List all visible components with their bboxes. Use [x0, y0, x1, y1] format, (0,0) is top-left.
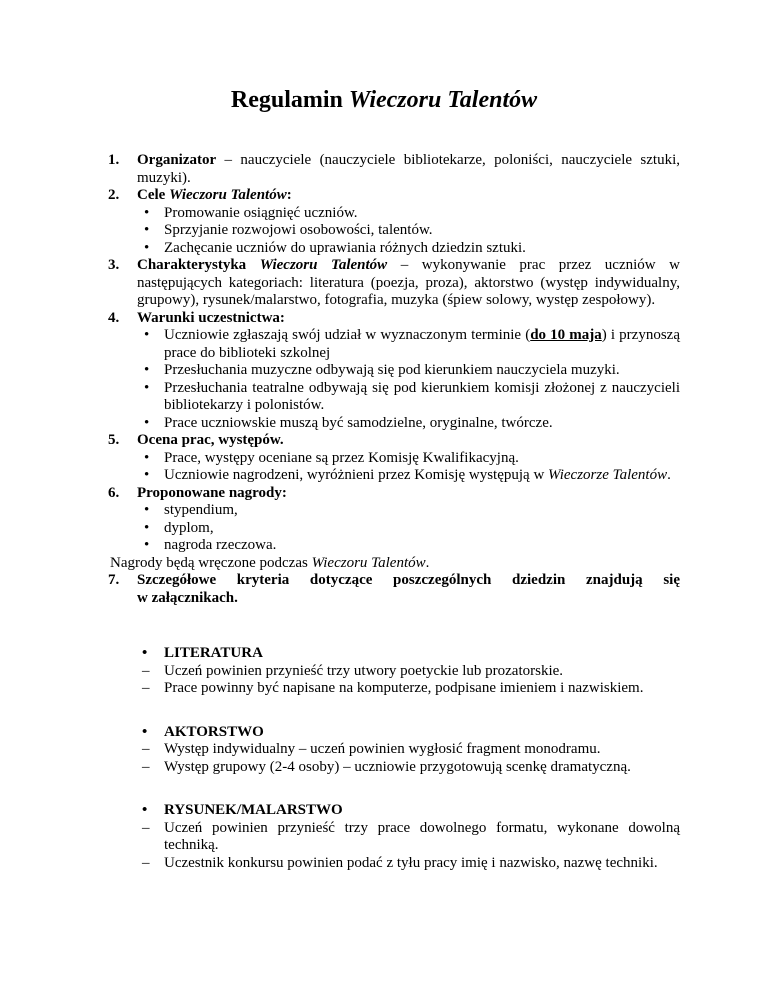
list-item: [137, 362, 680, 380]
bullet-icon: •: [144, 327, 150, 343]
section-heading: [137, 187, 292, 203]
list-item: [137, 380, 680, 415]
list-item-text: Zachęcanie uczniów do uprawiania różnych dziedzin sztuki.: [164, 239, 526, 256]
note-text: .: [425, 554, 430, 571]
section-text: – nauczyciele (nauczyciele bibliotekarze, poloniści, nauczyciele sztuki, muzyki).: [137, 152, 680, 186]
note-italic: Wieczoru Talentów: [311, 554, 426, 571]
bullet-icon: •: [144, 239, 150, 256]
section-heading: Ocena prac, występów.: [137, 432, 284, 448]
list-item: [137, 205, 680, 223]
title-text: Regulamin: [230, 87, 349, 113]
list-item-text: nagroda rzeczowa.: [164, 537, 277, 553]
bullet-icon: •: [144, 519, 150, 536]
list-item-text: Prace, występy oceniane są przez Komisję Kwalifikacyjną.: [164, 449, 519, 466]
regulations-content: [108, 152, 680, 872]
page-title: [0, 86, 768, 114]
list-item: [108, 759, 680, 777]
list-item: [137, 520, 680, 538]
deadline-text: do 10 maja: [530, 327, 602, 343]
bullet-icon: •: [144, 222, 150, 238]
list-item-text: Uczniowie zgłaszają swój udział w wyznaczonym terminie (: [164, 327, 531, 343]
list-item-text: .: [667, 467, 671, 483]
section-heading: Warunki uczestnictwa:: [137, 309, 285, 326]
heading-italic: Wieczoru Talentów: [259, 257, 388, 273]
list-item: [137, 450, 680, 468]
list-item-text: Prace uczniowskie muszą być samodzielne, oryginalne, twórcze.: [164, 414, 553, 431]
dash-icon: –: [142, 819, 150, 836]
bullet-icon: •: [144, 502, 150, 518]
title-italic: Wieczoru Talentów: [348, 87, 538, 113]
category-literatura: [108, 645, 680, 698]
criteria-list: [108, 741, 680, 776]
bullet-icon: •: [144, 204, 150, 221]
section-number: 1.: [108, 152, 120, 168]
section-number: 6.: [108, 484, 120, 501]
conditions-list: [137, 327, 680, 432]
list-item-text: Uczniowie nagrodzeni, wyróżnieni przez Komisję występują w: [164, 467, 549, 483]
category-name: AKTORSTWO: [164, 723, 264, 740]
list-item-text: stypendium,: [164, 502, 238, 518]
prizes-note: [110, 555, 680, 573]
list-item-text: Promowanie osiągnięć uczniów.: [164, 204, 358, 221]
list-item: [108, 741, 680, 759]
section-heading: Proponowane nagrody:: [137, 484, 287, 501]
list-item: [137, 537, 680, 555]
spacer: [108, 607, 680, 619]
section-heading: Organizator: [137, 152, 217, 168]
list-item-text: Sprzyjanie rozwojowi osobowości, talentów.: [164, 222, 433, 238]
italic-text: Wieczorze Talentów: [548, 467, 668, 483]
list-item-text: Prace powinny być napisane na komputerze, podpisane imieniem i nazwiskiem.: [164, 680, 644, 696]
list-item: [137, 327, 680, 362]
criteria-list: [108, 663, 680, 698]
list-item: [137, 222, 680, 240]
section-heading: Szczegółowe kryteria dotyczące poszczególnych dziedzin znajdują się: [137, 572, 680, 588]
category-heading: [108, 645, 680, 663]
section-3: [108, 257, 680, 310]
section-number: 7.: [108, 572, 120, 588]
bullet-icon: •: [144, 449, 150, 466]
bullet-icon: •: [142, 723, 148, 740]
bullet-icon: •: [142, 802, 148, 818]
bullet-icon: •: [144, 467, 150, 483]
bullet-icon: •: [144, 414, 150, 431]
category-rysunek: [108, 802, 680, 872]
prizes-list: [137, 502, 680, 555]
note-text: Nagrody będą wręczone podczas: [110, 554, 312, 571]
goals-list: [137, 205, 680, 258]
dash-icon: –: [142, 854, 150, 871]
list-item: [137, 502, 680, 520]
bullet-icon: •: [144, 362, 150, 378]
list-item-text: ) i przynoszą prace do biblioteki szkolnej: [164, 327, 680, 361]
section-number: 5.: [108, 432, 120, 448]
list-item-text: Przesłuchania muzyczne odbywają się pod kierunkiem nauczyciela muzyki.: [164, 362, 620, 378]
list-item-text: Uczeń powinien przynieść trzy utwory poetyckie lub prozatorskie.: [164, 662, 564, 679]
list-item: [137, 467, 680, 485]
category-aktorstwo: [108, 724, 680, 777]
list-item-text: Występ grupowy (2-4 osoby) – uczniowie przygotowują scenkę dramatyczną.: [164, 758, 631, 775]
bullet-icon: •: [142, 645, 148, 661]
section-2: [108, 187, 680, 257]
category-heading: [108, 802, 680, 820]
list-item: [108, 663, 680, 681]
section-1: [108, 152, 680, 187]
regulations-list-continued: [108, 572, 680, 607]
dash-icon: –: [142, 680, 150, 696]
list-item: [137, 240, 680, 258]
heading-part: Cele: [137, 187, 170, 203]
heading-part: Charakterystyka: [137, 257, 260, 273]
evaluation-list: [137, 450, 680, 485]
section-6: [108, 485, 680, 555]
list-item-text: Występ indywidualny – uczeń powinien wygłosić fragment monodramu.: [164, 741, 601, 757]
category-heading: [108, 724, 680, 742]
section-heading: [137, 257, 387, 273]
section-number: 3.: [108, 257, 120, 273]
list-item: [108, 680, 680, 698]
criteria-list: [108, 820, 680, 873]
dash-icon: –: [142, 662, 150, 679]
list-item-text: Uczeń powinien przynieść trzy prace dowolnego formatu, wykonane dowolną techniką.: [164, 819, 680, 853]
list-item-text: dyplom,: [164, 519, 214, 536]
list-item: [137, 415, 680, 433]
section-7: [108, 572, 680, 607]
section-number: 2.: [108, 187, 120, 203]
dash-icon: –: [142, 741, 150, 757]
bullet-icon: •: [144, 537, 150, 553]
heading-italic: Wieczoru Talentów: [169, 187, 287, 203]
section-4: [108, 310, 680, 433]
list-item: [108, 855, 680, 873]
section-5: [108, 432, 680, 485]
section-number: 4.: [108, 309, 120, 326]
list-item-text: Uczestnik konkursu powinien podać z tyłu pracy imię i nazwisko, nazwę techniki.: [164, 854, 658, 871]
dash-icon: –: [142, 758, 150, 775]
list-item: [108, 820, 680, 855]
category-name: LITERATURA: [164, 645, 263, 661]
regulations-list: [108, 152, 680, 555]
section-text: – wykonywanie prac przez uczniów w następujących kategoriach: literatura (poezja, proza), aktorstwo (występ indywidualny, grupowy), rysunek/malarstwo, fotografia, muzyka (śpiew solowy, występ zespołowy).: [137, 257, 680, 308]
list-item-text: Przesłuchania teatralne odbywają się pod kierunkiem komisji złożonej z nauczycieli bibliotekarzy i polonistów.: [164, 379, 680, 413]
bullet-icon: •: [144, 379, 150, 396]
heading-part: :: [286, 187, 292, 203]
section-heading-cont: w załącznikach.: [137, 589, 238, 606]
category-name: RYSUNEK/MALARSTWO: [164, 802, 343, 818]
